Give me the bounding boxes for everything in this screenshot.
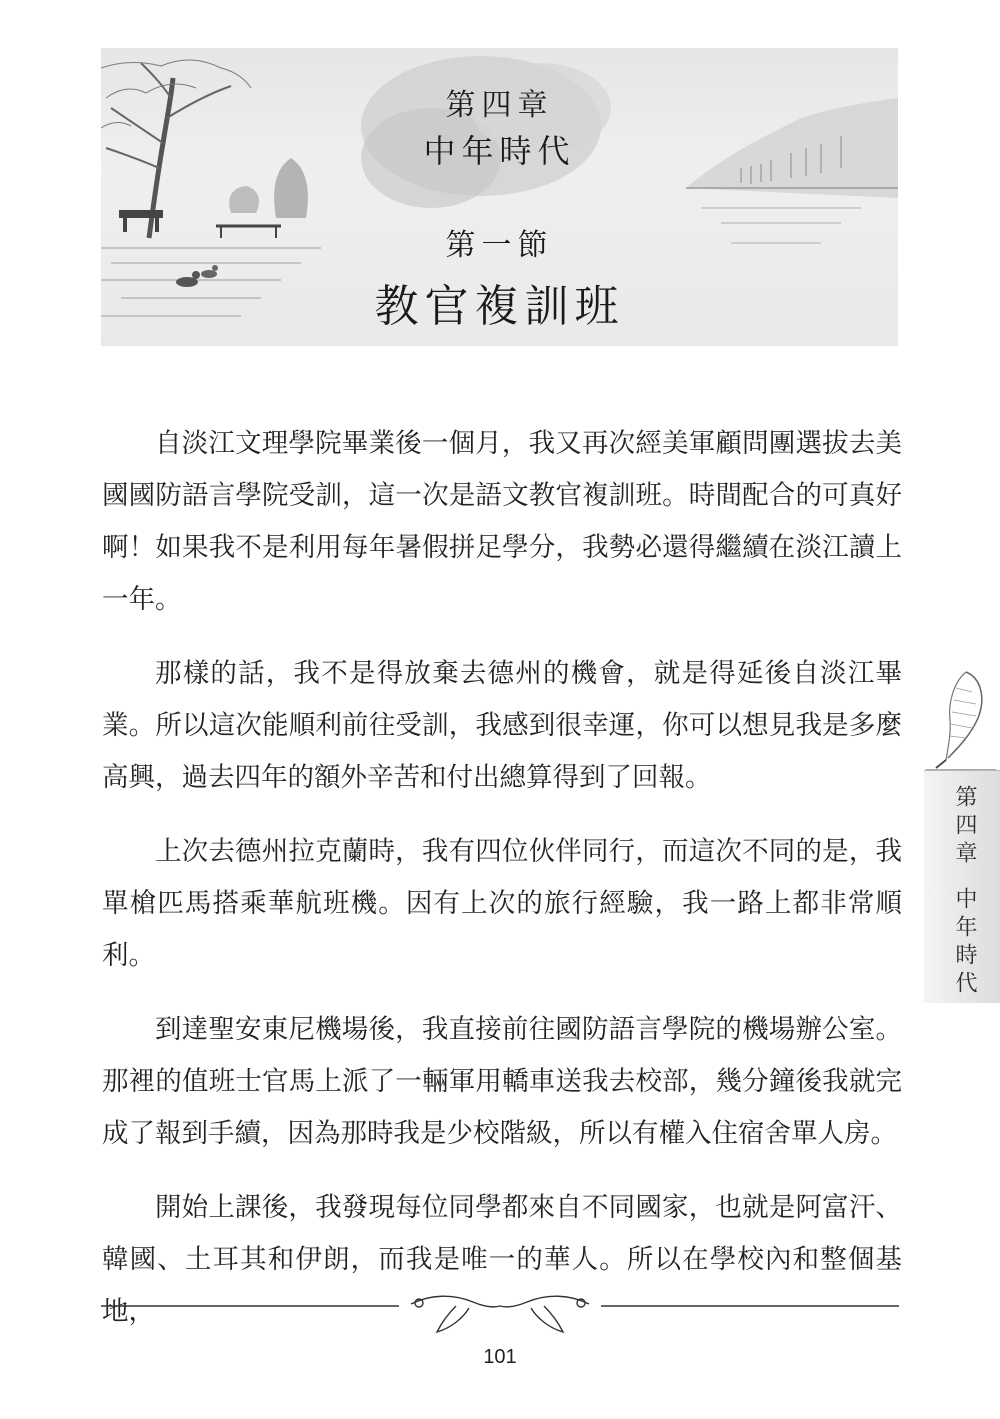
paragraph: 那樣的話，我不是得放棄去德州的機會，就是得延後自淡江畢業。所以這次能順利前往受訓，我感到很幸運，你可以想見我是多麼高興，過去四年的額外辛苦和付出總算得到了回報。 (102, 658, 902, 793)
paragraph: 開始上課後，我發現每位同學都來自不同國家，也就是阿富汗、韓國、土耳其和伊朗，而我是唯一的華人。所以在學校內和整個基地， (102, 1192, 902, 1327)
section-number: 第一節 (445, 228, 554, 263)
paragraph: 到達聖安東尼機場後，我直接前往國防語言學院的機場辦公室。那裡的值班士官馬上派了一輛軍用轎車送我去校部，幾分鐘後我就完成了報到手續，因為那時我是少校階級，所以有權入住宿舍單人房。 (102, 1014, 902, 1149)
chapter-banner (101, 48, 898, 346)
paragraph: 上次去德州拉克蘭時，我有四位伙伴同行，而這次不同的是，我單槍匹馬搭乘華航班機。因有上次的旅行經驗，我一路上都非常順利。 (102, 836, 902, 971)
side-chapter-number: 第四章 (952, 785, 977, 869)
side-chapter-title: 中年時代 (952, 887, 977, 999)
footer-leaf-ornament-icon (101, 1290, 899, 1334)
chapter-side-tab (924, 770, 1000, 1003)
section-title: 教官複訓班 (374, 281, 625, 332)
page-number: 101 (483, 1346, 517, 1368)
paragraph: 自淡江文理學院畢業後一個月，我又再次經美軍顧問團選拔去美國國防語言學院受訓，這一次是語文教官複訓班。時間配合的可真好啊！如果我不是利用每年暑假拼足學分，我勢必還得繼續在淡江讀上一年。 (102, 428, 902, 615)
chapter-number: 第四章 (445, 88, 554, 123)
body-text (102, 418, 902, 1360)
quill-icon (926, 668, 996, 772)
chapter-title: 中年時代 (423, 132, 576, 170)
